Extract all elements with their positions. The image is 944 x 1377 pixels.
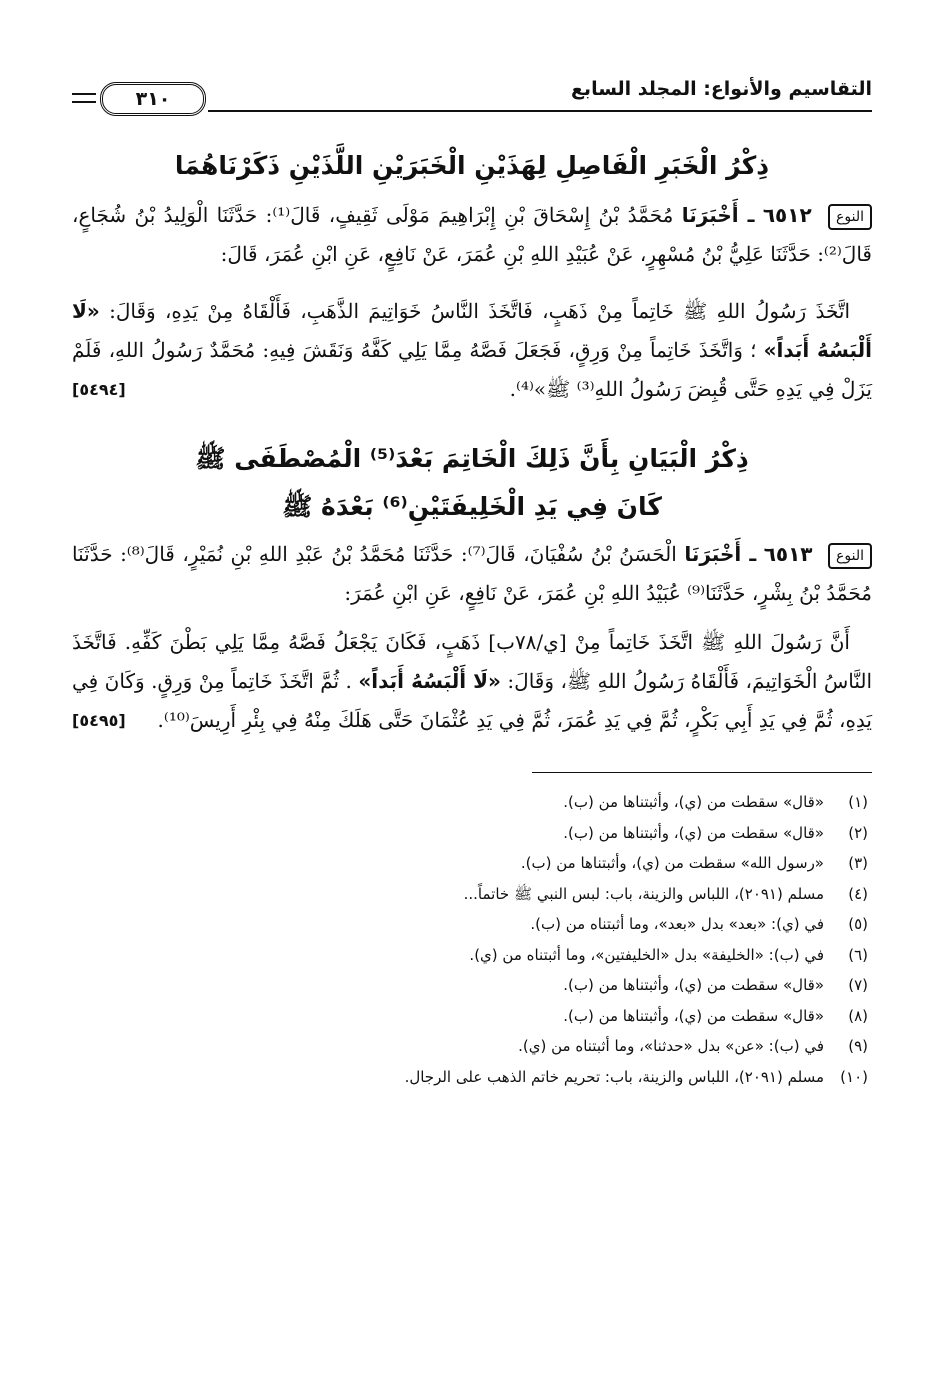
footnote [72,1031,872,1062]
footnote [72,818,872,849]
footnote-text: في (ب): «عن» بدل «حدثنا»، وما أثبتناه من (ي). [518,1037,824,1055]
hadith-section-6512 [72,142,872,409]
prophet-quote: «لَا أَلْبَسُهُ أَبَداً» [72,299,873,362]
hadith-isnad [72,196,872,274]
footnote-number: (٤) [848,884,868,903]
type-tag: النوع [828,543,872,569]
hadith-number: ٦٥١٣ [763,542,813,566]
footnote [72,1062,872,1093]
running-title: التقاسيم والأنواع: المجلد السابع [570,78,872,100]
section-heading-line-2: كَانَ فِي يَدِ الْخَلِيفَتَيْنِ⁽⁶⁾ بَعْدَهُ ﷺ [282,492,662,521]
cross-reference: [٥٤٩٥] [72,711,126,730]
footnote-number: (٣) [848,854,868,872]
type-tag: النوع [828,204,872,230]
footnote-text: في (ب): «الخليفة» بدل «الخليفتين»، وما أثبتناه من (ي). [469,945,824,964]
footnote-number: (٧) [848,976,868,994]
footnote-text: «قال» سقطت من (ي)، وأثبتناها من (ب). [563,823,824,842]
matn-part-2: ؛ وَاتَّخَذَ خَاتِماً مِنْ وَرِقٍ، فَجَعَلَ فَصَّهُ مِمَّا يَلِي كَفَّهُ وَنَقَشَ فِيهِ: مُحَمَّدٌ رَسُولُ اللهِ، فَلَمْ يَزَلْ فِي يَدِهِ حَتَّى قُبِضَ رَسُولُ اللهِ⁽³⁾ ﷺ»⁽⁴⁾. [72,338,872,401]
page-header [72,70,872,120]
footnote-text: «قال» سقطت من (ي)، وأثبتناها من (ب). [563,1006,824,1025]
footnote-separator [532,772,872,773]
matn-part-2: . ثُمَّ اتَّخَذَ خَاتِماً مِنْ وَرِقٍ. وَكَانَ فِي يَدِهِ، ثُمَّ فِي يَدِ أَبِي بَكْرٍ، ثُمَّ فِي يَدِ عُمَرَ، ثُمَّ فِي يَدِ عُثْمَانَ حَتَّى هَلَكَ مِنْهُ فِي بِئْرِ أَرِيسَ⁽¹⁰⁾. [72,669,872,732]
isnad-text: الْحَسَنُ بْنُ سُفْيَانَ، قَالَ⁽⁷⁾: حَدَّثَنَا مُحَمَّدُ بْنُ عَبْدِ اللهِ بْنِ نُمَيْرٍ، قَالَ⁽⁸⁾: حَدَّثَنَا مُحَمَّدُ بْنُ بِشْرٍ، حَدَّثَنَا⁽⁹⁾ عُبَيْدُ اللهِ بْنِ عُمَرَ، عَنْ نَافِعٍ، عَنِ ابْنِ عُمَرَ: [72,542,872,605]
footnote-number: (١) [848,793,868,811]
hadith-number: ٦٥١٢ [762,203,812,227]
hadith-matn [72,623,872,740]
akhbarana-word: ـ أَخْبَرَنَا [681,203,755,227]
footnote [72,909,872,940]
page [72,70,872,1092]
isnad-text: مُحَمَّدُ بْنُ إِسْحَاقَ بْنِ إِبْرَاهِيمَ مَوْلَى ثَقِيفٍ، قَالَ⁽¹⁾: حَدَّثَنَا الْوَلِيدُ بْنُ شُجَاعٍ، قَالَ⁽²⁾: حَدَّثَنَا عَلِيُّ بْنُ مُسْهِرٍ، عَنْ عُبَيْدِ اللهِ بْنِ عُمَرَ، عَنْ نَافِعٍ، عَنِ ابْنِ عُمَرَ، قَالَ: [72,203,872,266]
footnote-number: (٢) [848,823,868,842]
section-heading-line-1: ذِكْرُ الْبَيَانِ بِأَنَّ ذَلِكَ الْخَاتِمَ بَعْدَ⁽⁵⁾ الْمُصْطَفَى ﷺ [195,444,749,473]
footnote-number: (٨) [848,1006,868,1025]
akhbarana-word: ـ أَخْبَرَنَا [684,542,757,566]
header-rule [208,110,872,118]
footnote-text: «قال» سقطت من (ي)، وأثبتناها من (ب). [563,976,824,994]
footnote [72,787,872,818]
footnote-number: (٩) [848,1037,868,1055]
footnote-text: مسلم (٢٠٩١)، اللباس والزينة، باب: تحريم خاتم الذهب على الرجال. [404,1067,824,1086]
matn-part-1: أَنَّ رَسُولَ اللهِ ﷺ اتَّخَذَ خَاتِماً مِنْ [ي/٧٨ب] ذَهَبٍ، فَكَانَ يَجْعَلُ فَصَّهُ مِمَّا يَلِي بَطْنَ كَفِّهِ. فَاتَّخَذَ النَّاسُ الْخَوَاتِيمَ، فَأَلْقَاهُ رَسُولُ اللهِ ﷺ، وَقَالَ: [72,630,873,693]
section-heading: ذِكْرُ الْخَبَرِ الْفَاصِلِ لِهَذَيْنِ الْخَبَرَيْنِ اللَّذَيْنِ ذَكَرْنَاهُمَا [174,151,770,180]
header-rule-left [72,93,96,103]
footnote-text: «رسول الله» سقطت من (ي)، وأثبتناها من (ب). [520,854,824,872]
footnote [72,879,872,910]
hadith-isnad [72,535,872,613]
cross-reference: [٥٤٩٤] [72,380,126,399]
matn-part-1: اتَّخَذَ رَسُولُ اللهِ ﷺ خَاتِماً مِنْ ذَهَبٍ، فَاتَّخَذَ النَّاسُ خَوَاتِيمَ الذَّهَبِ، فَأَلْقَاهُ مِنْ يَدِهِ، وَقَالَ: [109,299,850,323]
prophet-quote: «لَا أَلْبَسُهُ أَبَداً» [358,669,501,693]
footnote-text: في (ي): «بعد» بدل «بعد»، وما أثبتناه من (ب). [530,915,824,933]
footnote [72,848,872,879]
footnote-text: مسلم (٢٠٩١)، اللباس والزينة، باب: لبس النبي ﷺ خاتماً... [463,884,824,903]
footnote-number: (٦) [848,945,868,964]
hadith-section-6513 [72,435,872,740]
footnote-text: «قال» سقطت من (ي)، وأثبتناها من (ب). [563,793,824,811]
footnote [72,970,872,1001]
footnote-number: (١٠) [840,1067,868,1086]
footnotes-list [72,787,872,1092]
footnote [72,1001,872,1032]
hadith-matn [72,292,872,409]
footnote [72,940,872,971]
footnote-number: (٥) [848,915,868,933]
page-number: ٣١٠ [100,82,206,116]
